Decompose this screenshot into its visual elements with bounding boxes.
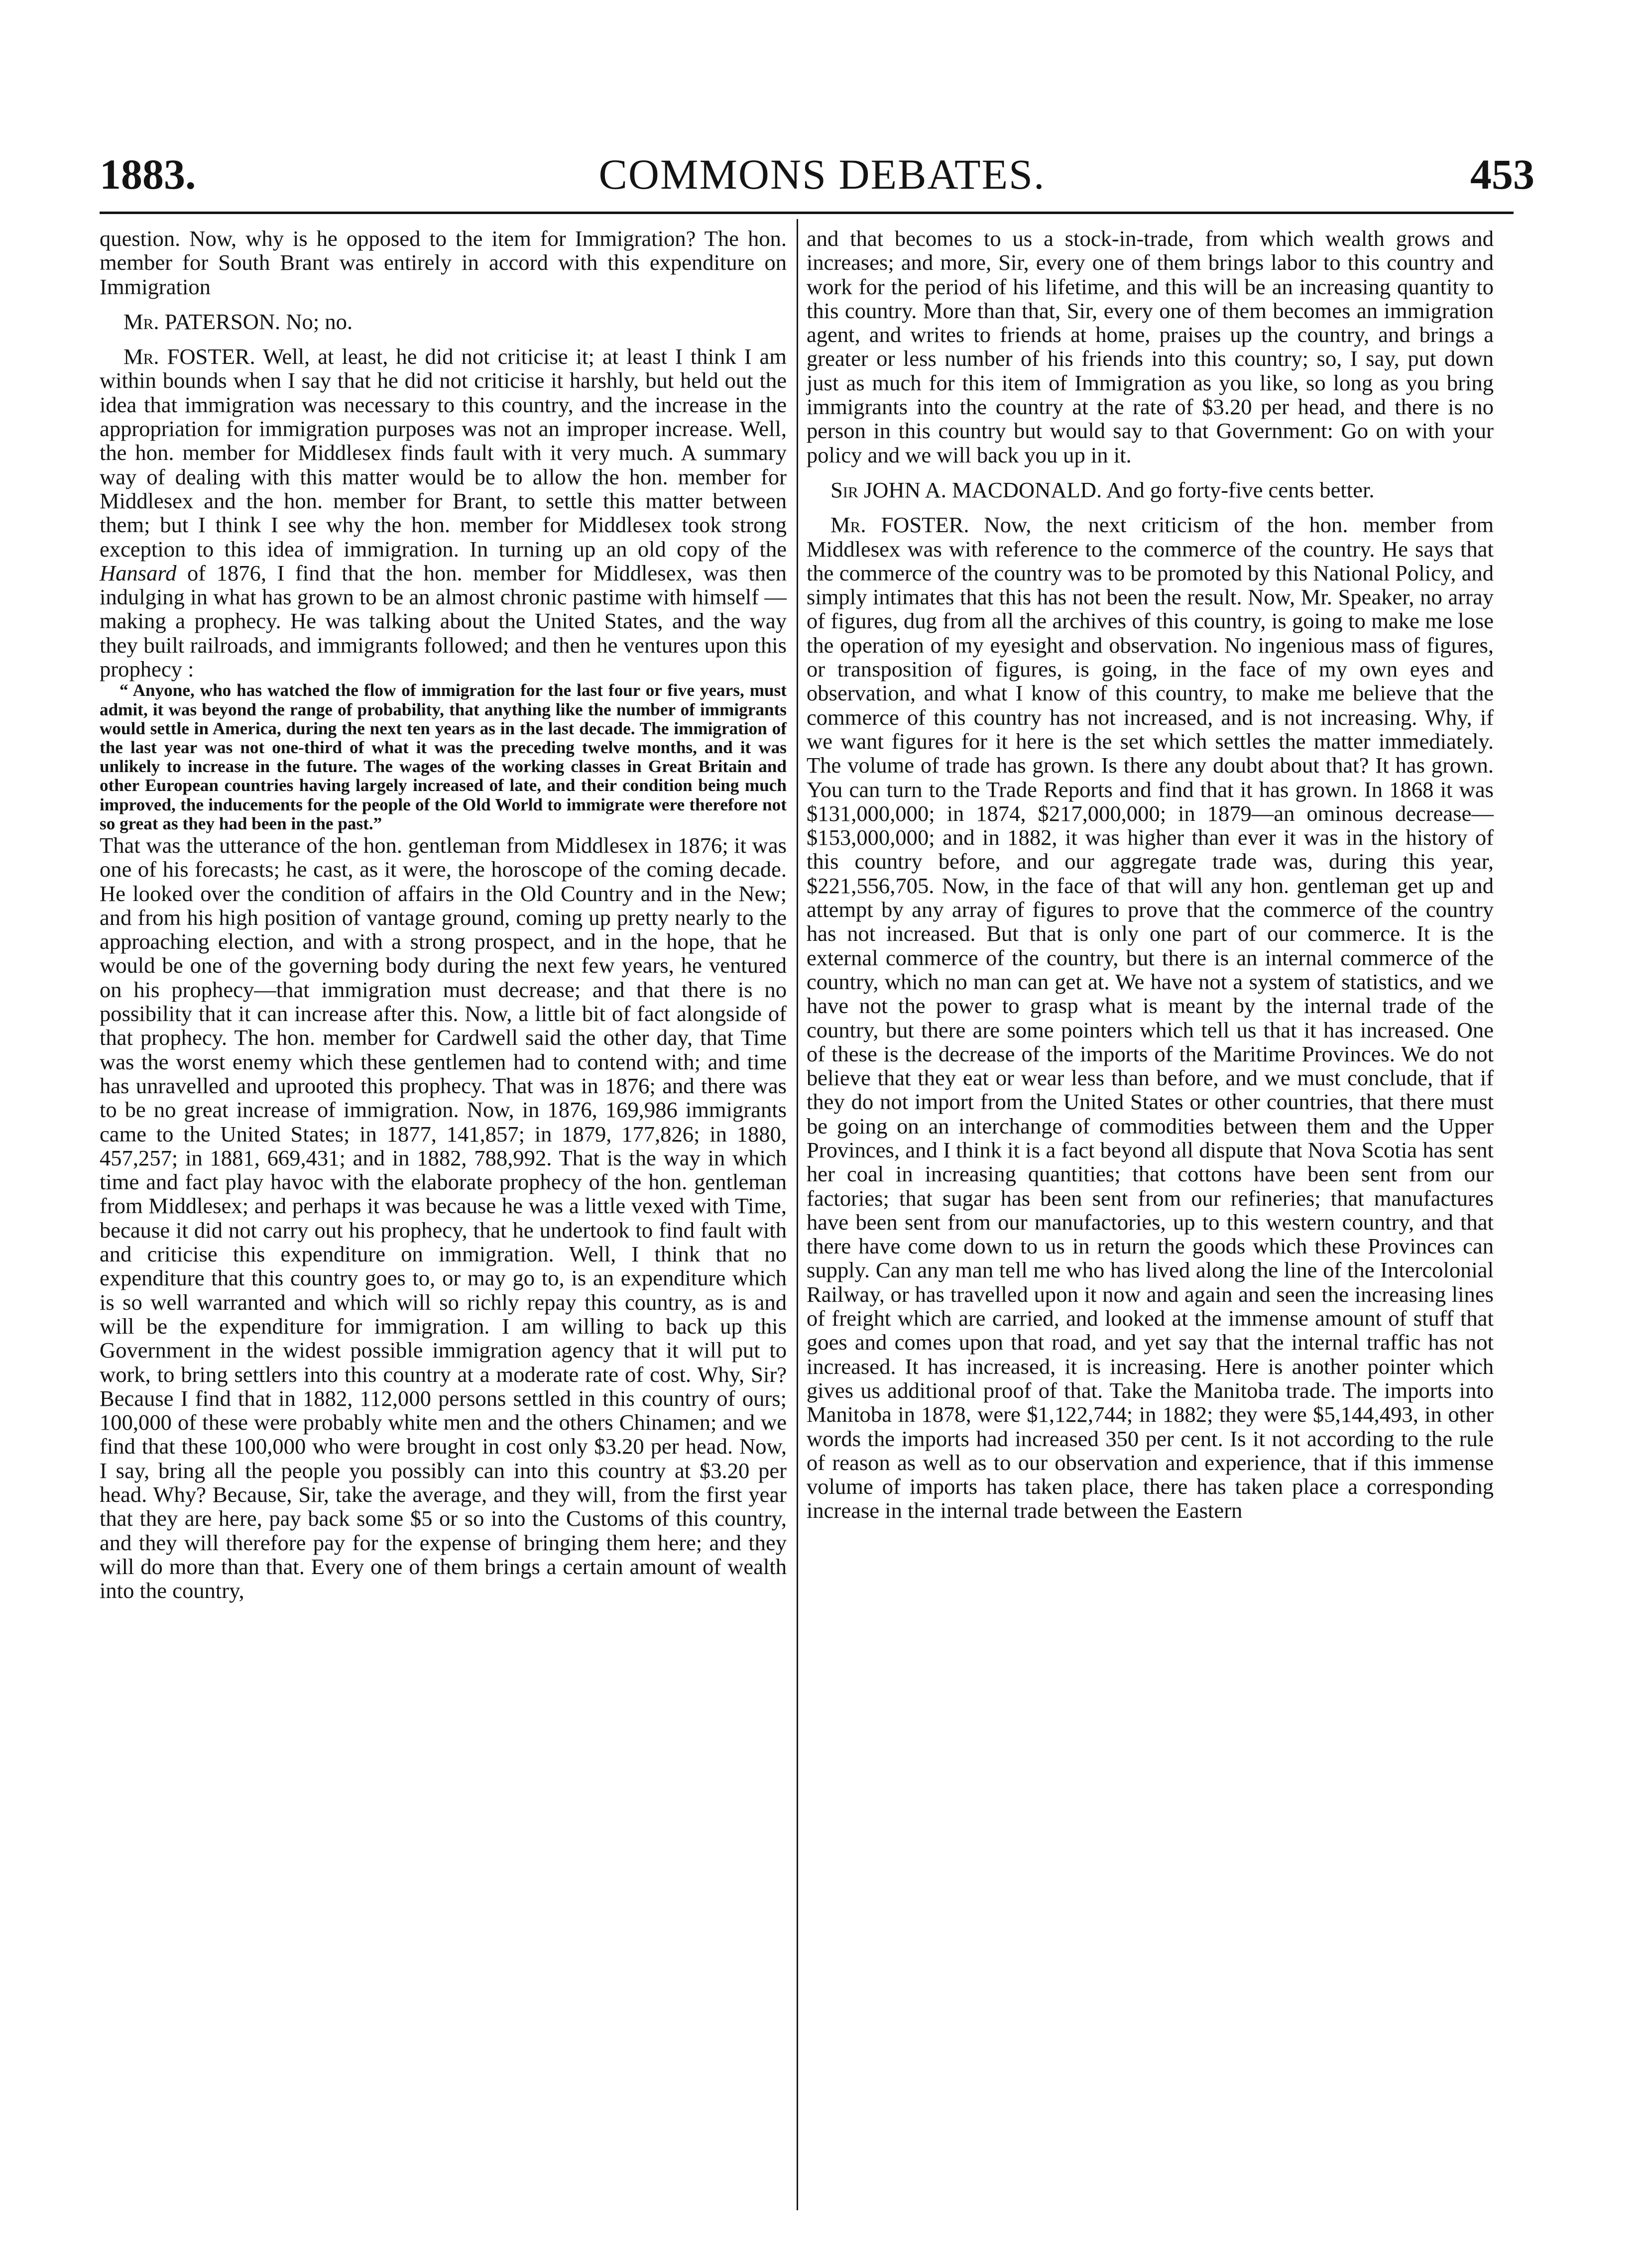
right-column xyxy=(807,227,1494,1523)
column-divider xyxy=(797,219,798,2210)
header-rule xyxy=(100,212,1514,214)
foster-speech-a: Well, at least, he did not criticise it; at least I think I am within bounds when I say that he did not criticise it harshly, but held out the idea that immigration was necessary to this country, and the increase in the appropriation for immigration purposes was not an improper increase. Well, the hon. member for Middlesex finds fault with it very much. A summary way of dealing with this matter would be to allow the hon. member for Middlesex and the hon. member for Brant, to settle this matter between them; but I think I see why the hon. member for Middlesex took strong exception to this idea of immigration. In turning up an old copy of the xyxy=(100,344,787,562)
right-paragraph-3 xyxy=(807,513,1494,1522)
hansard-title: Hansard xyxy=(100,560,177,585)
right-paragraph-1: and that becomes to us a stock-in-trade, from which wealth grows and increases; and more, Sir, every one of them brings labor to this country and work for the period of his lifetime, and this will be an increasing quantity to this country. More than that, Sir, every one of them becomes an immigration agent, and writes to friends at home, praises up the country, and brings a greater or less number of his friends into this country; so, I say, put down just as much for this item of Immigration as you like, so long as you bring immigrants into the country at the rate of $3.20 per head, and there is no person in this country but would say to that Government: Go on with your policy and we will back you up in it. xyxy=(807,226,1494,467)
left-paragraph-2 xyxy=(100,310,787,334)
header-year: 1883. xyxy=(100,150,196,198)
prophecy-quote: “ Anyone, who has watched the flow of immigration for the last four or five years, must admit, it was beyond the range of probability, that anything like the number of immigrants would settle in America, during the next ten years as in the last decade. The immigration of the last year was not one-third of what it was the preceding twelve months, and it was unlikely to increase in the future. The wages of the working classes in Great Britain and other European countries having largely increased of late, and their condition being much improved, the inducements for the people of the Old World to immigrate were therefore not so great as they had been in the past.” xyxy=(100,680,787,833)
speaker-macdonald: Sir JOHN A. MACDONALD. xyxy=(830,477,1102,502)
right-paragraph-2 xyxy=(807,478,1494,502)
macdonald-remark: And go forty-five cents better. xyxy=(1106,477,1375,502)
speaker-foster: Mr. FOSTER. xyxy=(123,344,255,369)
left-paragraph-4: That was the utterance of the hon. gentleman from Middlesex in 1876; it was one of his forecasts; he cast, as it were, the horoscope of the coming decade. He looked over the condition of affairs in the Old Country and in the New; and from his high position of vantage ground, coming up pretty nearly to the approaching election, and with a strong prospect, and in the hope, that he would be one of the governing body during the next few years, he ventured on his prophecy—that immigration must decrease; and that there is no possibility that it can increase after this. Now, a little bit of fact alongside of that prophecy. The hon. member for Cardwell said the other day, that Time was the worst enemy which these gentlemen had to contend with; and time has unravelled and uprooted this prophecy. That was in 1876; and there was to be no great increase of immigration. Now, in 1876, 169,986 immigrants came to the United States; in 1877, 141,857; in 1879, 177,826; in 1880, 457,257; in 1881, 669,431; and in 1882, 788,992. That is the way in which time and fact play havoc with the elaborate prophecy of the hon. gentleman from Middlesex; and perhaps it was because he was a little vexed with Time, because it did not carry out his prophecy, that he undertook to find fault with and criticise this expenditure on immigration. Well, I think that no expenditure that this country goes to, or may go to, is an expenditure which is so well warranted and which will so richly repay this country, as is and will be the expenditure for immigration. I am willing to back up this Government in the widest possible immigration agency that it will put to work, to bring settlers into this country at a moderate rate of cost. Why, Sir? Because I find that in 1882, 112,000 persons settled in this country of ours; 100,000 of these were probably white men and the others Chinamen; and we find that these 100,000 who were brought in cost only $3.20 per head. Now, I say, bring all the people you possibly can into this country at $3.20 per head. Why? Because, Sir, take the average, and they will, from the first year that they are here, pay back some $5 or so into the Customs of this country, and they will therefore pay for the expense of bringing them here; and they will do more than that. Every one of them brings a certain amount of wealth into the country, xyxy=(100,832,787,1603)
speaker-paterson: Mr. PATERSON. xyxy=(123,309,281,334)
page-header xyxy=(0,149,1644,204)
left-paragraph-1: question. Now, why is he opposed to the item for Immigration? The hon. member for South Brant was entirely in accord with this expenditure on Immigration xyxy=(100,226,787,299)
paterson-remark: No; no. xyxy=(286,309,353,334)
left-paragraph-3 xyxy=(100,344,787,681)
speaker-foster-2: Mr. FOSTER. xyxy=(830,512,969,538)
foster-speech-b: of 1876, I find that the hon. member for Middlesex, was then indulging in what has grown to be an almost chronic pastime with himself —making a prophecy. He was talking about the United States, and the way they built railroads, and immigrants followed; and then he ventures upon this prophecy : xyxy=(100,560,787,682)
left-column xyxy=(100,227,787,1602)
foster-speech-c: Now, the next criticism of the hon. member from Middlesex was with reference to the commerce of the country. He says that the commerce of the country was to be promoted by this National Policy, and simply intimates that this has not been the result. Now, Mr. Speaker, no array of figures, dug from all the archives of this country, is going to make me lose the operation of my eyesight and observation. No ingenious mass of figures, or transposition of figures, is going, in the face of my own eyes and observation, and what I know of this country, to make me believe that the commerce of this country has not increased, and is not increasing. Why, if we want figures for it here is the set which settles the matter immediately. The volume of trade has grown. Is there any doubt about that? It has grown. You can turn to the Trade Reports and find that it has grown. In 1868 it was $131,000,000; in 1874, $217,000,000; in 1879—an ominous decrease—$153,000,000; and in 1882, it was higher than ever it was in the history of this country before, and our aggregate trade was, during this year, $221,556,705. Now, in the face of that will any hon. gentleman get up and attempt by any array of figures to prove that the commerce of the country has not increased. But that is only one part of our commerce. It is the external commerce of the country, but there is an internal commerce of the country, which no man can get at. We have not a system of statistics, and we have not the power to grasp what is meant by the internal trade of the country, but there are some pointers which tell us that it has increased. One of these is the decrease of the imports of the Maritime Provinces. We do not believe that they eat or wear less than before, and we must conclude, that if they do not import from the United States or other countries, that there must be going on an interchange of commodities between them and the Upper Provinces, and I think it is a fact beyond all dispute that Nova Scotia has sent her coal in increasing quantities; that cottons have been sent from our factories; that sugar has been sent from our refineries; that manufactures have been sent from our manufactories, up to this western country, and that there have come down to us in return the goods which these Provinces can supply. Can any man tell me who has lived along the line of the Intercolonial Railway, or has travelled upon it now and again and seen the increasing lines of freight which are carried, and looked at the immense amount of stuff that goes and comes upon that road, and yet say that the internal traffic has not increased. It has increased, it is increasing. Here is another pointer which gives us additional proof of that. Take the Manitoba trade. The imports into Manitoba in 1878, were $1,122,744; in 1882; they were $5,144,493, in other words the imports had increased 350 per cent. Is it not according to the rule of reason as well as to our observation and experience, that if this immense volume of imports has taken place, there has taken place a corresponding increase in the internal trade between the Eastern xyxy=(807,512,1494,1523)
header-page-number: 453 xyxy=(1470,150,1534,198)
header-title: COMMONS DEBATES. xyxy=(598,150,1046,198)
